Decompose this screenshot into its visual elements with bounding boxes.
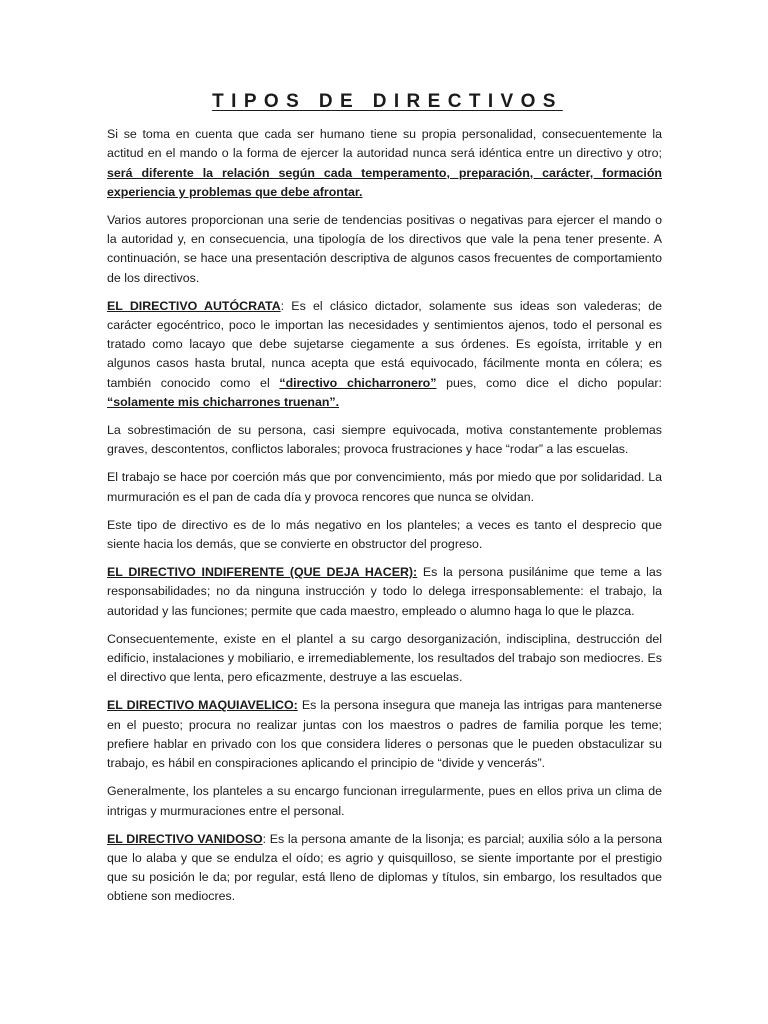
document-page [107,92,662,916]
trabajo-paragraph: El trabajo se hace por coerción más que por convencimiento, más por miedo que por solidaridad. La murmuración es el pan de cada día y provoca rencores que nunca se olvidan. [107,470,662,504]
vanidoso-heading: EL DIRECTIVO VANIDOSO [107,831,263,846]
sobrestimacion-paragraph: La sobrestimación de su persona, casi siempre equivocada, motiva constantemente problemas graves, descontentos, conflictos laborales; provoca frustraciones y hace “rodar” a las escuelas. [107,423,662,457]
authors-paragraph: Varios autores proporcionan una serie de tendencias positivas o negativas para ejercer el mando o la autoridad y, en consecuencia, una tipología de los directivos que vale la pena tener presente. A continuación, se hace una presentación descriptiva de algunos casos frecuentes de comportamiento de los directivos. [107,213,662,285]
autocrata-heading: EL DIRECTIVO AUTÓCRATA [107,298,281,313]
vanidoso-paragraph: EL DIRECTIVO VANIDOSO: Es la persona amante de la lisonja; es parcial; auxilia sólo a la persona que lo alaba y que se endulza el oído; es agrio y quisquilloso, se siente importante por el prestigio que su posición le da; por regular, está lleno de diplomas y títulos, sin embargo, los resultados que obtiene son mediocres. [107,831,662,904]
document-title: TIPOS DE DIRECTIVOS [212,91,563,112]
autocrata-paragraph: EL DIRECTIVO AUTÓCRATA: Es el clásico dictador, solamente sus ideas son valederas; de carácter egocéntrico, poco le importan las necesidades y sentimientos ajenos, todo el personal es tratado como lacayo que debe sujetarse ciegamente a sus órdenes. Es egoísta, irritable y en algunos casos hasta brutal, nunca acepta que está equivocado, fácilmente monta en cólera; es también conocido como el “directivo chicharronero” pues, como dice el dicho popular: “solamente mis chicharrones truenan”. [107,298,662,409]
negativo-paragraph: Este tipo de directivo es de lo más negativo en los planteles; a veces es tanto el desprecio que siente hacia los demás, que se convierte en obstructor del progreso. [107,517,662,552]
consecuentemente-paragraph: Consecuentemente, existe en el plantel a su cargo desorganización, indisciplina, destrucción del edificio, instalaciones y mobiliario, e irremediablemente, los resultados del trabajo son mediocres. Es el directivo que lenta, pero eficazmente, destruye a las escuelas. [107,631,662,685]
indiferente-heading: EL DIRECTIVO INDIFERENTE (QUE DEJA HACER): [107,565,418,580]
intro-paragraph: Si se toma en cuenta que cada ser humano tiene su propia personalidad, consecuentemente la actitud en el mando o la forma de ejercer la autoridad nunca será idéntica entre un directivo y otro; será diferente la relación según cada temperamento, preparación, carácter, formación experiencia y problemas que debe afrontar. [107,127,662,199]
autocrata-nickname: “directivo chicharronero” [279,375,437,390]
maquiavelico-heading: EL DIRECTIVO MAQUIAVELICO: [107,698,298,713]
autocrata-saying: “solamente mis chicharrones truenan”. [107,394,340,409]
maquiavelico-paragraph: EL DIRECTIVO MAQUIAVELICO: Es la persona insegura que maneja las intrigas para mantenerse en el puesto; procura no realizar juntas con los maestros o padres de familia porque les teme; prefiere hablar en privado con los que considera lideres o personas que le pueden obstaculizar su trabajo, es hábil en conspiraciones aplicando el principio de “divide y vencerás”. [107,698,662,771]
indiferente-paragraph: EL DIRECTIVO INDIFERENTE (QUE DEJA HACER): Es la persona pusilánime que teme a las responsabilidades; no da ninguna instrucción y todo lo delega irresponsablemente: el trabajo, la autoridad y las funciones; permite que cada maestro, empleado o alumno haga lo que le plazca. [107,565,662,618]
generalmente-paragraph: Generalmente, los planteles a su encargo funcionan irregularmente, pues en ellos priva un clima de intrigas y murmuraciones entre el personal. [107,784,662,818]
intro-emphasis: será diferente la relación según cada temperamento, preparación, carácter, formación experiencia y problemas que debe afrontar. [107,165,662,199]
